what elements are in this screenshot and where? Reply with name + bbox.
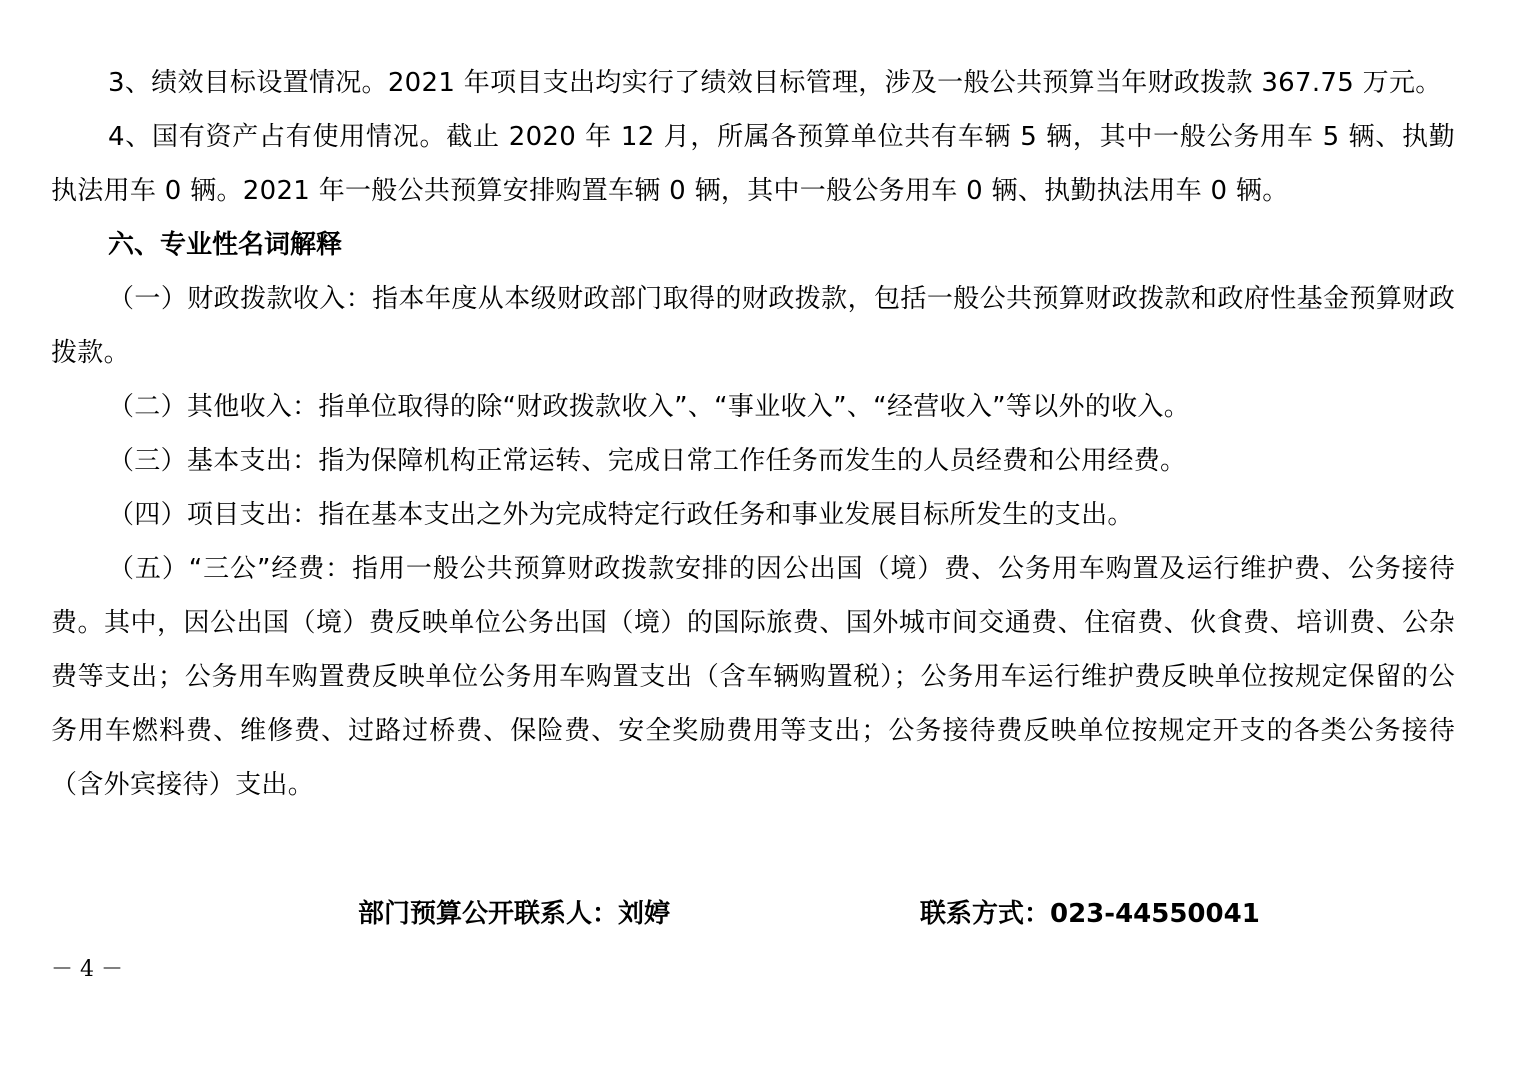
contact-person: 部门预算公开联系人：刘婷 — [358, 899, 671, 929]
document-body — [51, 56, 1455, 812]
definition-other-income: （二）其他收入：指单位取得的除“财政拨款收入”、“事业收入”、“经营收入”等以外的收入。 — [108, 392, 1191, 422]
section-title: 六、专业性名词解释 — [108, 230, 343, 260]
page-number: － 4 － — [51, 957, 123, 982]
definition-project-expenditure: （四）项目支出：指在基本支出之外为完成特定行政任务和事业发展目标所发生的支出。 — [108, 500, 1134, 530]
definition-three-public-expenses: （五）“三公”经费：指用一般公共预算财政拨款安排的因公出国（境）费、公务用车购置及运行维护费、公务接待费。其中，因公出国（境）费反映单位公务出国（境）的国际旅费、国外城市间交通费、住宿费、伙食费、培训费、公杂费等支出；公务用车购置费反映单位公务用车购置支出（含车辆购置税）；公务用车运行维护费反映单位按规定保留的公务用车燃料费、维修费、过路过桥费、保险费、安全奖励费用等支出；公务接待费反映单位按规定开支的各类公务接待（含外宾接待）支出。 — [51, 554, 1455, 800]
paragraph-performance-goals: 3、绩效目标设置情况。2021 年项目支出均实行了绩效目标管理，涉及一般公共预算当年财政拨款 367.75 万元。 — [108, 68, 1442, 98]
definition-fiscal-appropriation: （一）财政拨款收入：指本年度从本级财政部门取得的财政拨款，包括一般公共预算财政拨款和政府性基金预算财政拨款。 — [51, 284, 1455, 368]
paragraph-state-assets: 4、国有资产占有使用情况。截止 2020 年 12 月，所属各预算单位共有车辆 5 辆，其中一般公务用车 5 辆、执勤执法用车 0 辆。2021 年一般公共预算安排购置车辆 0 辆，其中一般公务用车 0 辆、执勤执法用车 0 辆。 — [51, 122, 1455, 206]
contact-phone: 联系方式：023-44550041 — [920, 899, 1260, 929]
definition-basic-expenditure: （三）基本支出：指为保障机构正常运转、完成日常工作任务而发生的人员经费和公用经费。 — [108, 446, 1187, 476]
